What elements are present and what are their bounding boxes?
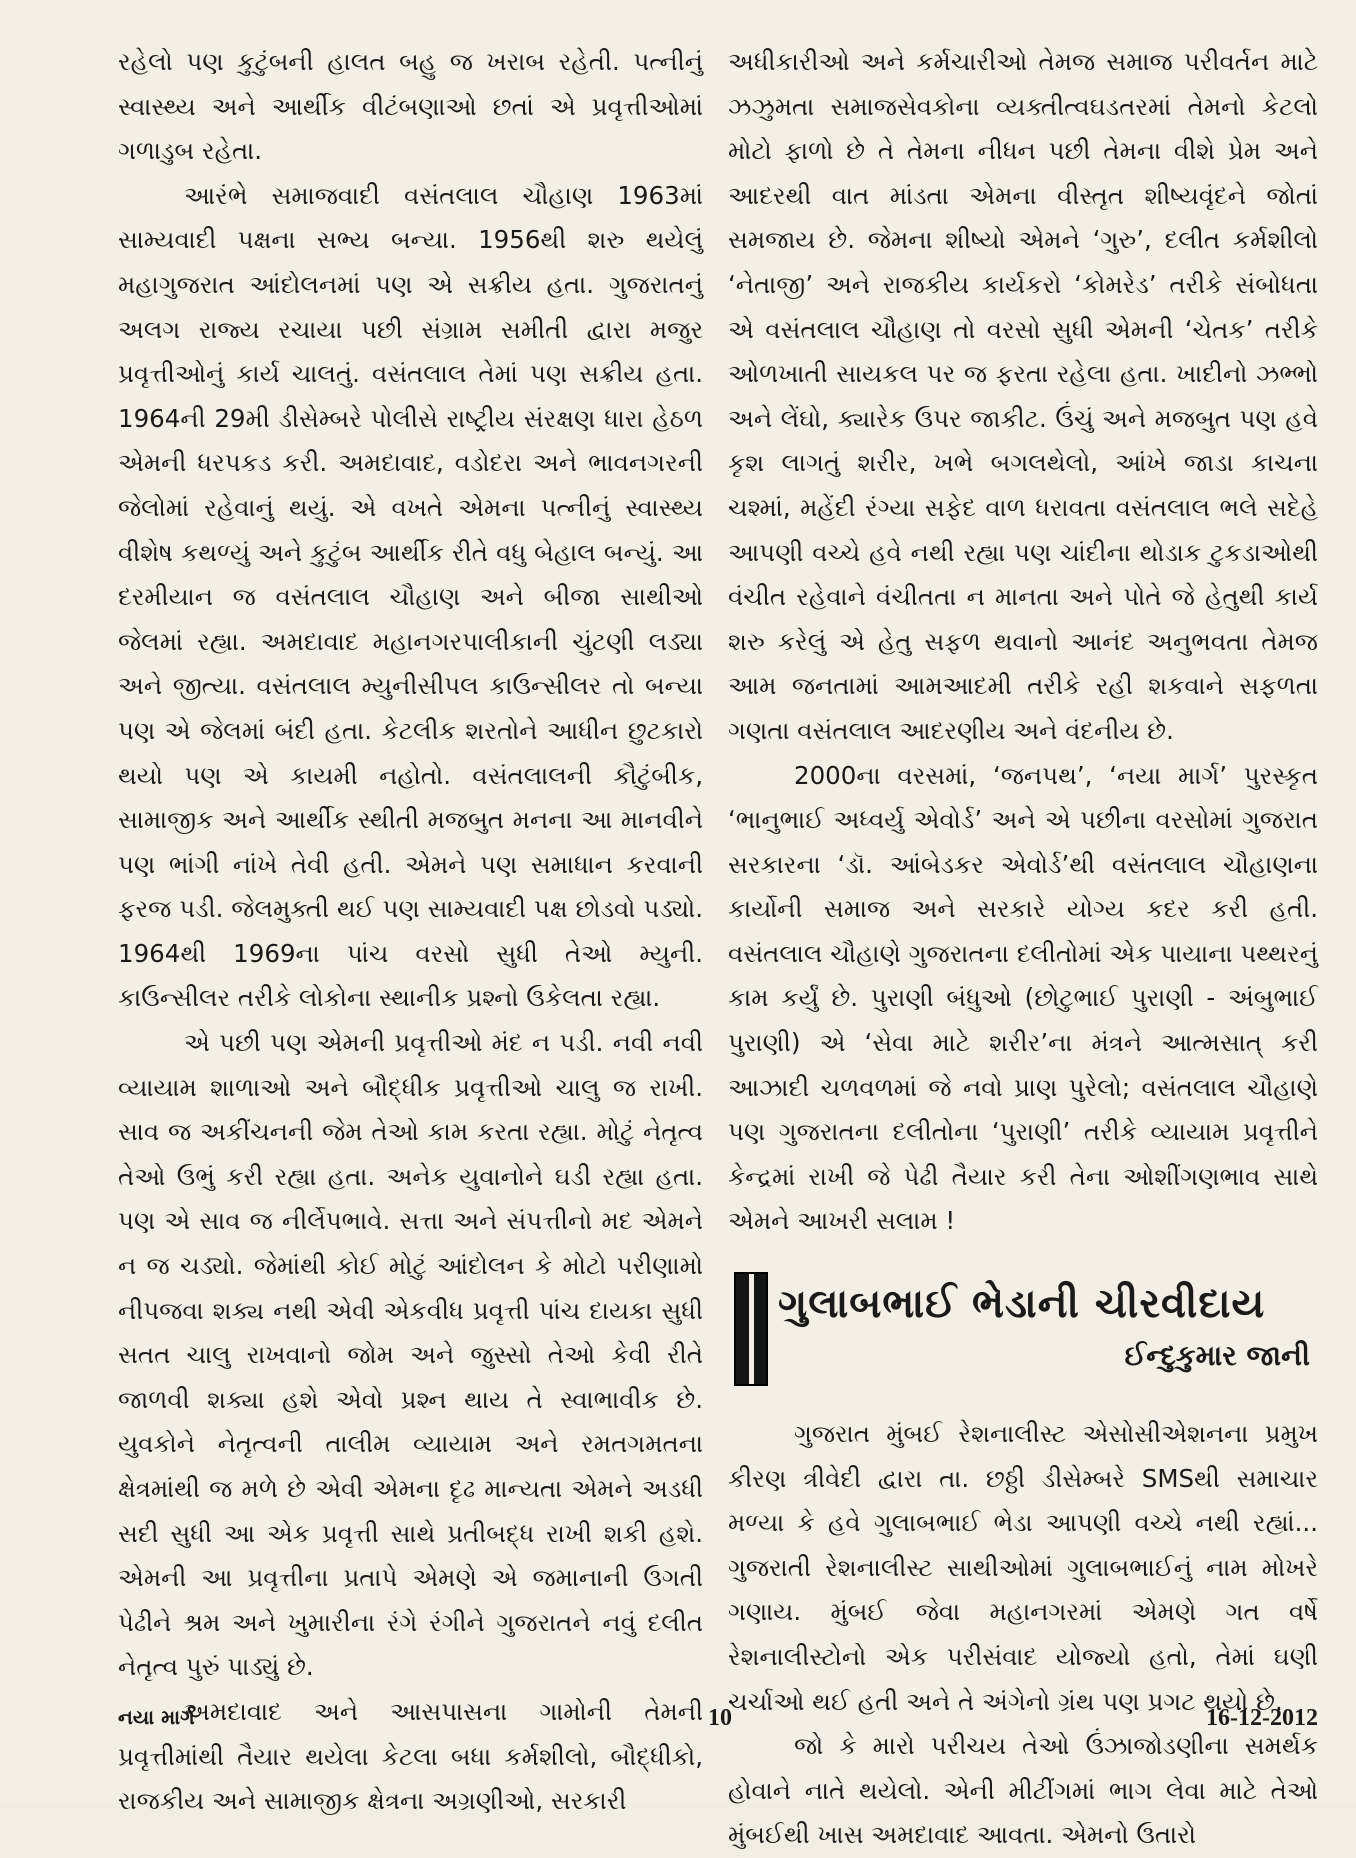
paragraph: ગુજરાત મુંબઈ રેશનાલીસ્ટ એસોસીએશનના પ્રમુખ કીરણ ત્રીવેદી દ્વારા તા. છઠ્ઠી ડીસેમ્બરે SMSથી સમાચાર મળ્યા કે હવે ગુલાબભાઈ ભેડા આપણી વચ્ચે નથી રહ્યાં... ગુજરાતી રેશનાલીસ્ટ સાથીઓમાં ગુલાબભાઈનું નામ મોખરે ગણાય. મુંબઈ જેવા મહાનગરમાં એમણે ગત વર્ષે રેશનાલીસ્ટોનો એક પરીસંવાદ યોજ્યો હતો, તેમાં ઘણી ચર્ચાઓ થઈ હતી અને તે અંગેનો ગ્રંથ પણ પ્રગટ થયો છે. [728,1419,1318,1716]
page-number: 10 [708,1705,732,1731]
page-footer [118,1705,1318,1739]
paragraph: 2000ના વરસમાં, ‘જનપથ’, ‘નયા માર્ગ’ પુરસ્કૃત ‘ભાનુભાઈ અધ્વર્યુ એવોર્ડ’ અને એ પછીના વરસોમાં ગુજરાત સરકારના ‘ડૉ. આંબેડકર એવોર્ડ’થી વસંતલાલ ચૌહાણના કાર્યોની સમાજ અને સરકારે યોગ્ય કદર કરી હતી. વસંતલાલ ચૌહાણે ગુજરાતના દલીતોમાં એક પાયાના પથ્થરનું કામ કર્યું છે. પુરાણી બંધુઓ (છોટુભાઈ પુરાણી - અંબુભાઈ પુરાણી) એ ‘સેવા માટે શરીર’ના મંત્રને આત્મસાત્ કરી આઝાદી ચળવળમાં જે નવો પ્રાણ પુરેલો; વસંતલાલ ચૌહાણે પણ ગુજરાતના દલીતોના ‘પુરાણી’ તરીકે વ્યાયામ પ્રવૃત્તીને કેન્દ્રમાં રાખી જે પેઢી તૈયાર કરી તેના ઓશીંગણભાવ સાથે એમને આખરી સલામ ! [728,760,1318,1236]
right-column [728,40,1318,1858]
publication-name: નયા માર્ગ [118,1705,195,1729]
paragraph: રહેલો પણ કુટુંબની હાલત બહુ જ ખરાબ રહેતી. પત્નીનું સ્વાસ્થ્ય અને આર્થીક વીટંબણાઓ છતાં એ પ્રવૃત્તીઓમાં ગળાડુબ રહેતા. [118,47,703,166]
paragraph: જો કે મારો પરીચય તેઓ ઉંઝાજોડણીના સમર્થક હોવાને નાતે થયેલો. એની મીટીંગમાં ભાગ લેવા માટે તેઓ મુંબઈથી ખાસ અમદાવાદ આવતા. એમનો ઉતારો [728,1731,1318,1850]
paragraph: આરંભે સમાજવાદી વસંતલાલ ચૌહાણ 1963માં સામ્યવાદી પક્ષના સભ્ય બન્યા. 1956થી શરુ થયેલું મહાગુજરાત આંદોલનમાં પણ એ સક્રીય હતા. ગુજરાતનું અલગ રાજ્ય રચાયા પછી સંગ્રામ સમીતી દ્વારા મજુર પ્રવૃત્તીઓનું કાર્ય ચાલતું. વસંતલાલ તેમાં પણ સક્રીય હતા. 1964ની 29મી ડીસેમ્બરે પોલીસે રાષ્ટ્રીય સંરક્ષણ ધારા હેઠળ એમની ધરપકડ કરી. અમદાવાદ, વડોદરા અને ભાવનગરની જેલોમાં રહેવાનું થયું. એ વખતે એમના પત્નીનું સ્વાસ્થ્ય વીશેષ કથળ્યું અને કુટુંબ આર્થીક રીતે વધુ બેહાલ બન્યું. આ દરમીયાન જ વસંતલાલ ચૌહાણ અને બીજા સાથીઓ જેલમાં રહ્યા. અમદાવાદ મહાનગરપાલીકાની ચુંટણી લડ્યા અને જીત્યા. વસંતલાલ મ્યુનીસીપલ કાઉન્સીલર તો બન્યા પણ એ જેલમાં બંદી હતા. કેટલીક શરતોને આધીન છુટકારો થયો પણ એ કાયમી નહોતો. વસંતલાલની કૌટુંબીક, સામાજીક અને આર્થીક સ્થીતી મજબુત મનના આ માનવીને પણ ભાંગી નાંખે તેવી હતી. એમને પણ સમાધાન કરવાની ફરજ પડી. જેલમુક્તી થઈ પણ સામ્યવાદી પક્ષ છોડવો પડ્યો. 1964થી 1969ના પાંચ વરસો સુધી તેઓ મ્યુની. કાઉન્સીલર તરીકે લોકોના સ્થાનીક પ્રશ્નો ઉકેલતા રહ્યા. [118,180,703,1013]
article-header [728,1264,1318,1392]
paragraph: અધીકારીઓ અને કર્મચારીઓ તેમજ સમાજ પરીવર્તન માટે ઝઝુમતા સમાજસેવકોના વ્યક્તીત્વઘડતરમાં તેમનો કેટલો મોટો ફાળો છે તે તેમના નીધન પછી તેમના વીશે પ્રેમ અને આદરથી વાત માંડતા એમના વીસ્તૃત શીષ્યવૃંદને જોતાં સમજાય છે. જેમના શીષ્યો એમને ‘ગુરુ’, દલીત કર્મશીલો ‘નેતાજી’ અને રાજકીય કાર્યકરો ‘કોમરેડ’ તરીકે સંબોધતા એ વસંતલાલ ચૌહાણ તો વરસો સુધી એમની ‘ચેતક’ તરીકે ઓળખાતી સાયકલ પર જ ફરતા રહેલા હતા. ખાદીનો ઝભ્ભો અને લેંઘો, ક્યારેક ઉપર જાકીટ. ઉંચું અને મજબુત પણ હવે કૃશ લાગતું શરીર, ખભે બગલથેલો, આંખે જાડા કાચના ચશ્માં, મહેંદી રંગ્યા સફેદ વાળ ધરાવતા વસંતલાલ ભલે સદેહે આપણી વચ્ચે હવે નથી રહ્યા પણ ચાંદીના થોડાક ટુકડાઓથી વંચીત રહેવાને વંચીતતા ન માનતા અને પોતે જે હેતુથી કાર્ય શરુ કરેલું એ હેતુ સફળ થવાનો આનંદ અનુભવતા તેમજ આમ જનતામાં આમઆદમી તરીકે રહી શકવાને સફળતા ગણતા વસંતલાલ આદરણીય અને વંદનીય છે. [728,47,1318,745]
title-bar-ornament [734,1272,768,1386]
article-author: ઈન્દુકુમાર જાની [1124,1339,1310,1373]
issue-date: 16-12-2012 [1206,1705,1318,1731]
article-title: ગુલાબભાઈ ભેડાની ચીરવીદાય [778,1281,1266,1328]
paragraph: અમદાવાદ અને આસપાસના ગામોની તેમની પ્રવૃત્તીમાંથી તૈયાર થયેલા કેટલા બધા કર્મશીલો, બૌદ્ધીકો, રાજકીય અને સામાજીક ક્ષેત્રના અગ્રણીઓ, સરકારી [118,1696,703,1816]
left-column [118,40,703,1824]
paragraph: એ પછી પણ એમની પ્રવૃત્તીઓ મંદ ન પડી. નવી નવી વ્યાયામ શાળાઓ અને બૌદ્ધીક પ્રવૃત્તીઓ ચાલુ જ રાખી. સાવ જ અકીંચનની જેમ તેઓ કામ કરતા રહ્યા. મોટું નેતૃત્વ તેઓ ઉભું કરી રહ્યા હતા. અનેક યુવાનોને ઘડી રહ્યા હતા. પણ એ સાવ જ નીર્લેપભાવે. સત્તા અને સંપત્તીનો મદ એમને ન જ ચડ્યો. જેમાંથી કોઈ મોટું આંદોલન કે મોટો પરીણામો નીપજવા શક્ય નથી એવી એકવીધ પ્રવૃત્તી પાંચ દાયકા સુધી સતત ચાલુ રાખવાનો જોમ અને જુસ્સો તેઓ કેવી રીતે જાળવી શક્યા હશે એવો પ્રશ્ન થાય તે સ્વાભાવીક છે. યુવકોને નેતૃત્વની તાલીમ વ્યાયામ અને રમતગમતના ક્ષેત્રમાંથી જ મળે છે એવી એમના દૃઢ માન્યતા એમને અડધી સદી સુધી આ એક પ્રવૃત્તી સાથે પ્રતીબદ્ધ રાખી શકી હશે. એમની આ પ્રવૃત્તીના પ્રતાપે એમણે એ જમાનાની ઉગતી પેઢીને શ્રમ અને ખુમારીના રંગે રંગીને ગુજરાતને નવું દલીત નેતૃત્વ પુરું પાડ્યું છે. [118,1028,703,1682]
